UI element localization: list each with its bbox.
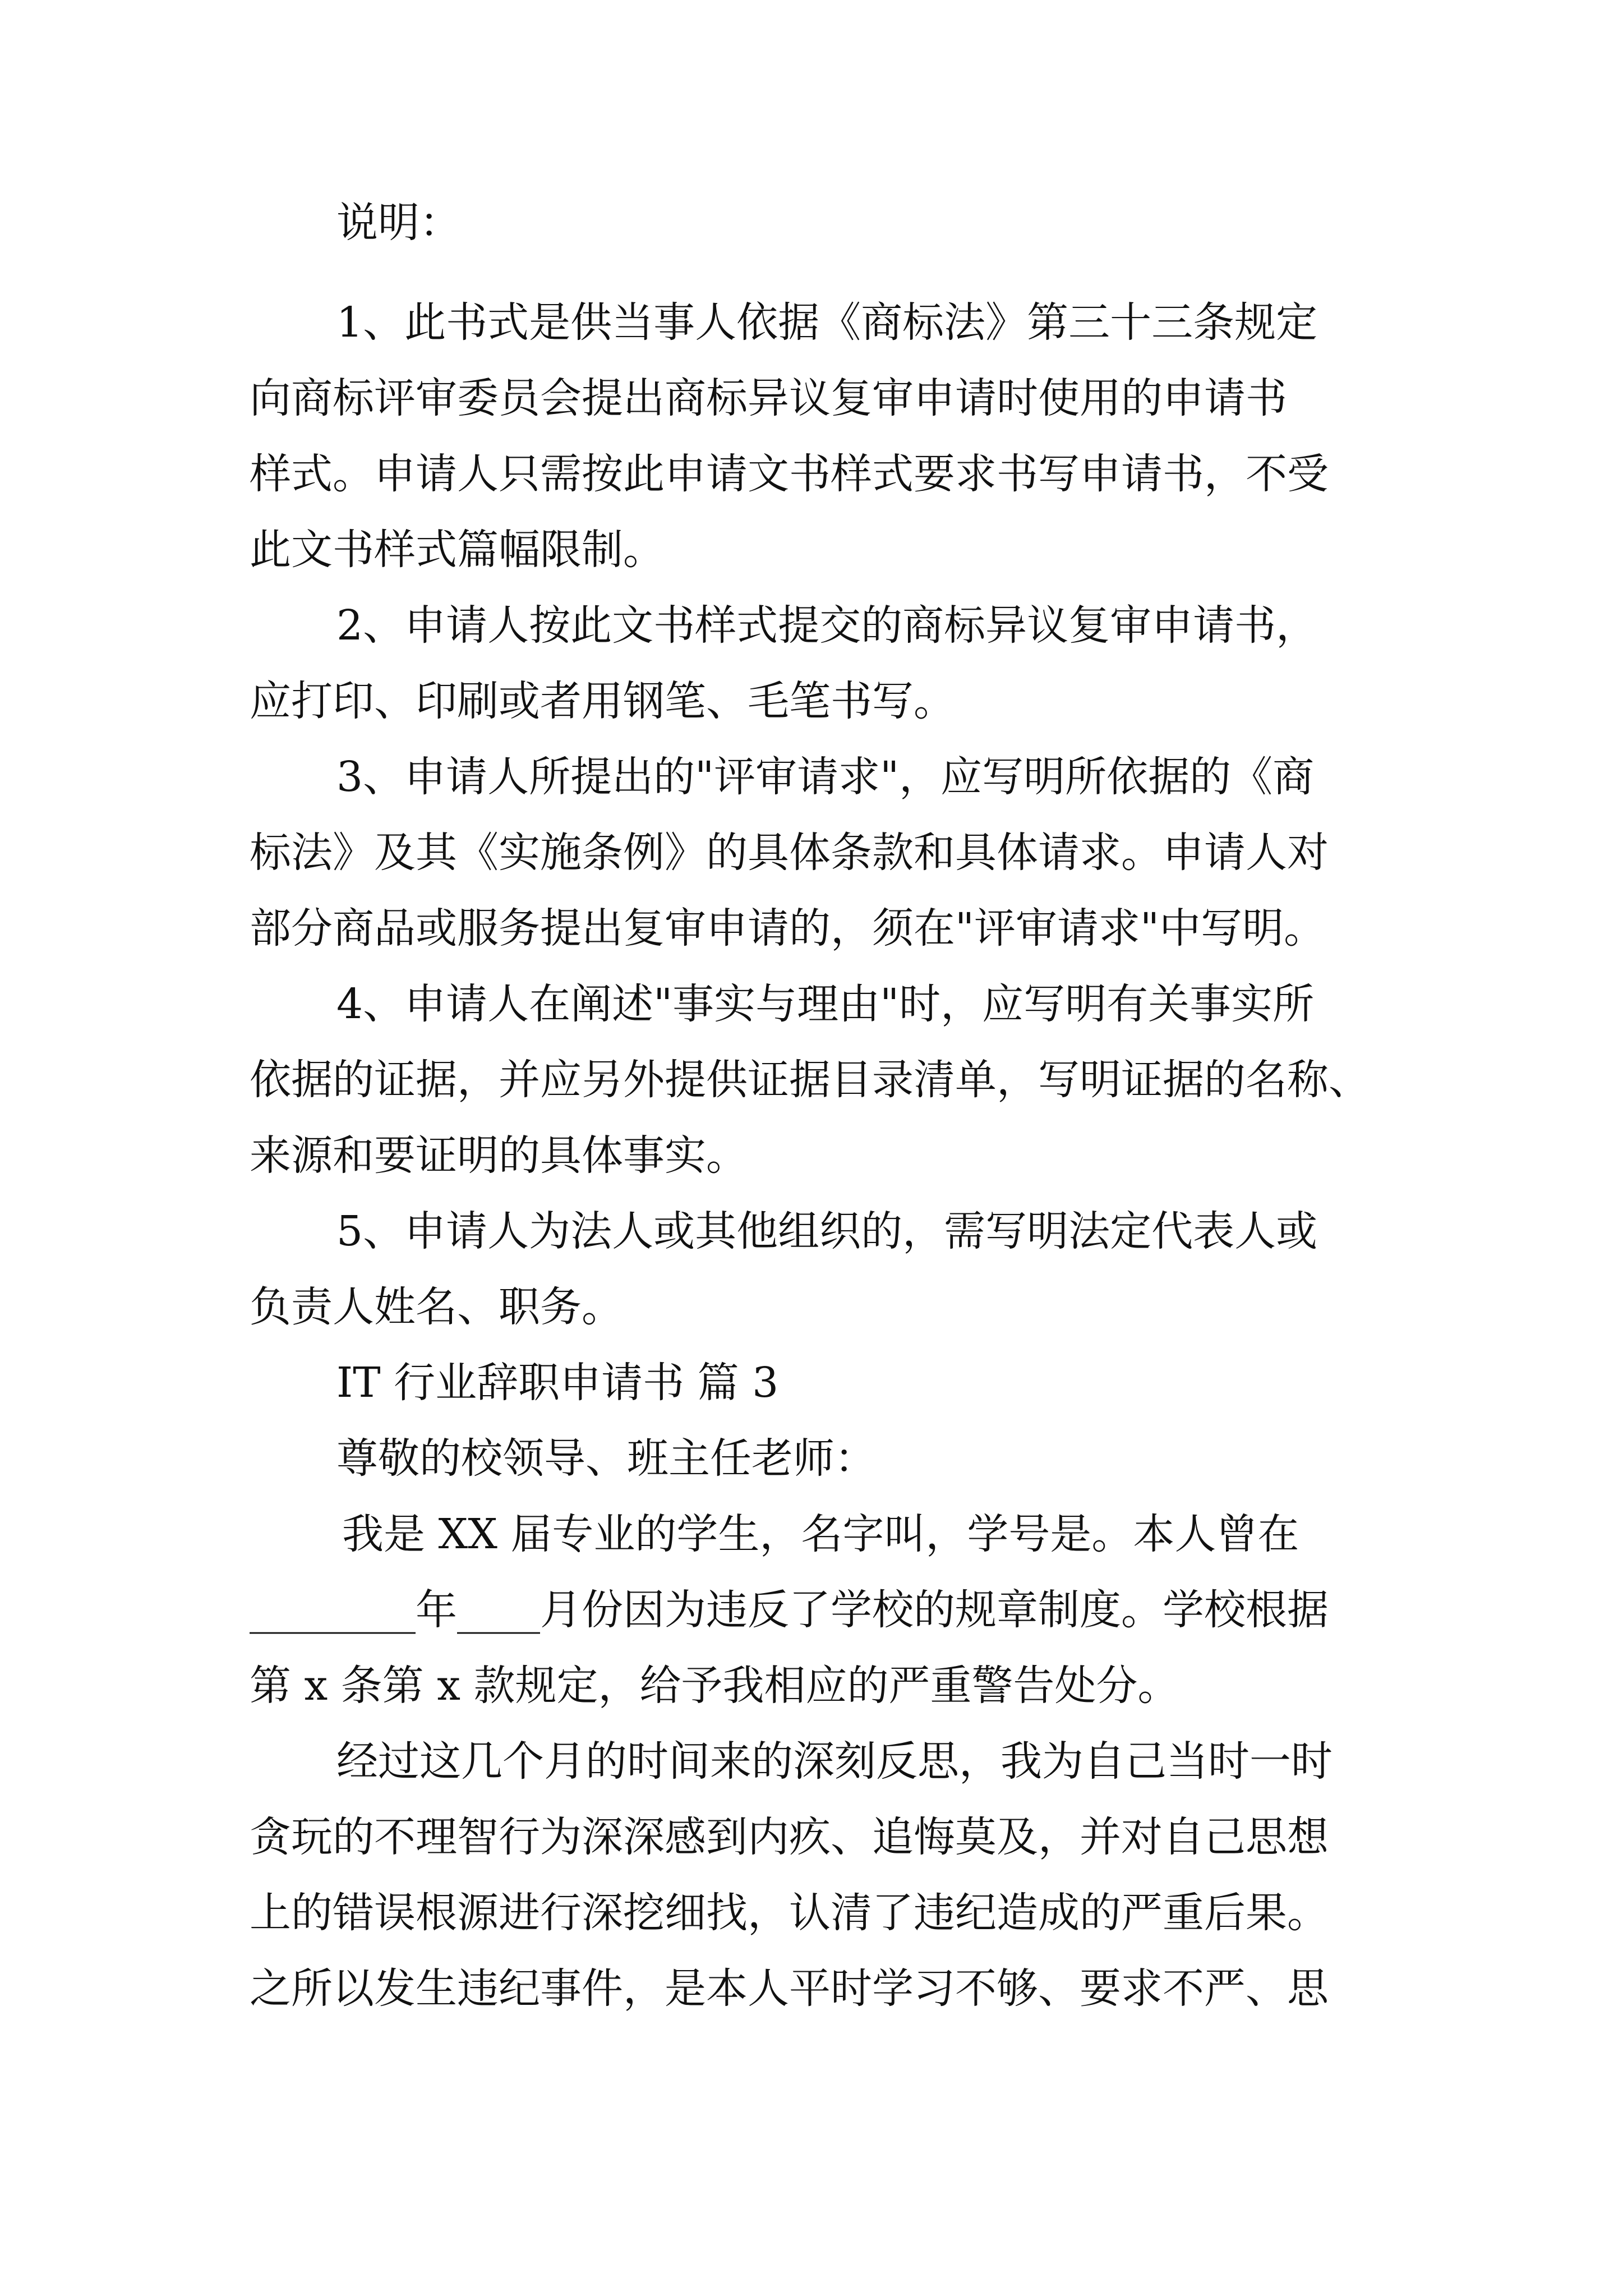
text-line: 此文书样式篇幅限制。 [250,526,665,574]
text-line: 来源和要证明的具体事实。 [250,1131,748,1180]
text-line: 依据的证据，并应另外提供证据目录清单，写明证据的名称、 [250,1056,1370,1104]
text-line-note-4-start: 4、申请人在阐述"事实与理由"时，应写明有关事实所 [336,980,1315,1028]
text-line: 部分商品或服务提出复审申请的，须在"评审请求"中写明。 [250,904,1326,953]
text-line: 上的错误根源进行深挖细找，认清了违纪造成的严重后果。 [250,1889,1329,1937]
text-line-paragraph-start: 我是 XX 届专业的学生，名字叫，学号是。本人曾在 [342,1510,1299,1558]
text-line-note-2-start: 2、申请人按此文书样式提交的商标异议复审申请书， [336,601,1318,650]
text-line: 第 x 条第 x 款规定，给予我相应的严重警告处分。 [250,1662,1179,1710]
text-line: 标法》及其《实施条例》的具体条款和具体请求。申请人对 [250,829,1329,877]
text-line: 贪玩的不理智行为深深感到内疚、追悔莫及，并对自己思想 [250,1813,1329,1861]
text-line-section-title: IT 行业辞职申请书 篇 3 [336,1359,779,1407]
text-line-salutation: 尊敬的校领导、班主任老师： [336,1434,876,1483]
text-line: 样式。申请人只需按此申请文书样式要求书写申请书，不受 [250,450,1329,498]
text-line-note-5-start: 5、申请人为法人或其他组织的，需写明法定代表人或 [336,1207,1318,1255]
text-line: 向商标评审委员会提出商标异议复审申请时使用的申请书 [250,374,1287,422]
text-line-heading-explanation: 说明： [336,199,461,247]
text-line: 负责人姓名、职务。 [250,1283,623,1331]
text-line-paragraph-start: 经过这几个月的时间来的深刻反思，我为自己当时一时 [336,1737,1332,1786]
text-line: 之所以发生违纪事件，是本人平时学习不够、要求不严、思 [250,1964,1329,2013]
text-line: 应打印、印刷或者用钢笔、毛笔书写。 [250,677,955,725]
text-line: ________年____月份因为违反了学校的规章制度。学校根据 [250,1586,1329,1634]
text-line-note-1-start: 1、此书式是供当事人依据《商标法》第三十三条规定 [336,298,1318,347]
text-line-note-3-start: 3、申请人所提出的"评审请求"，应写明所依据的《商 [336,753,1315,801]
